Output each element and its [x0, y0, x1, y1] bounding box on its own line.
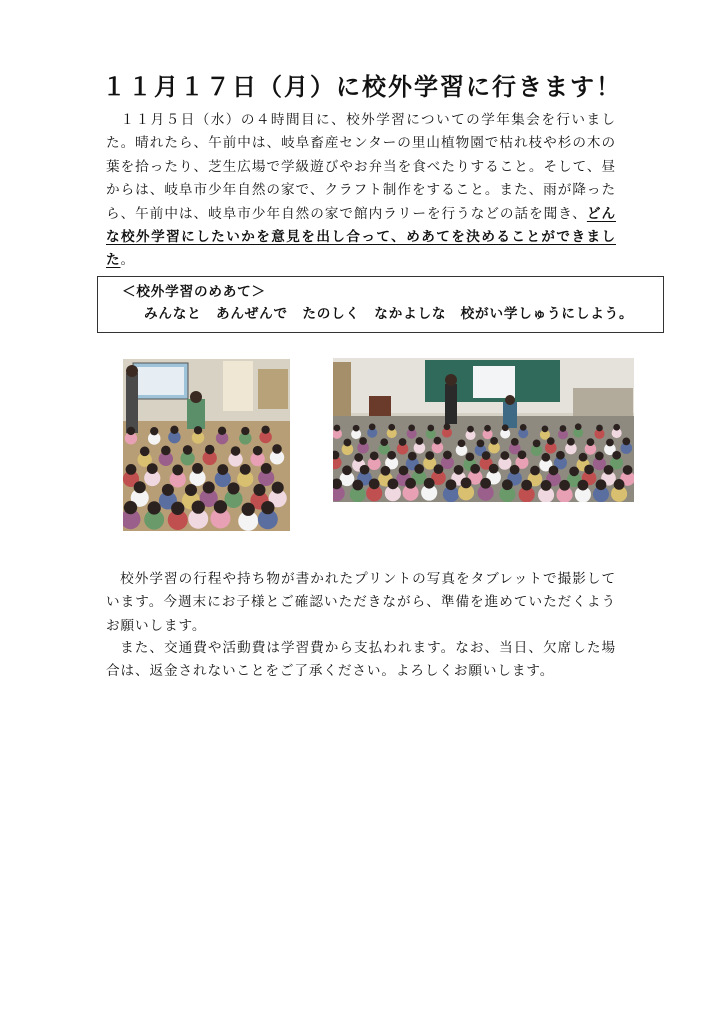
- goal-text: みんなと あんぜんで たのしく なかよしな 校がい学しゅうにしよう。: [144, 306, 634, 322]
- notice-paragraph-1: [106, 568, 616, 638]
- intro-text-end: 。: [120, 252, 135, 269]
- intro-emphasis: どんな校外学習にしたいかを意見を出し合って、めあてを決めることができました: [106, 205, 616, 269]
- page-title: １１月１７日（月）に校外学習に行きます！: [102, 73, 622, 101]
- notice-text-2: また、交通費や活動費は学習費から支払われます。なお、当日、欠席した場合は、返金されないことをご了承ください。よろしくお願いします。: [106, 640, 616, 680]
- intro-text: １１月５日（水）の４時間目に、校外学習についての学年集会を行いました。晴れたら、午前中は、岐阜畜産センターの里山植物園で枯れ枝や杉の木の葉を拾ったり、芝生広場で学級遊びやお弁当を食べたりすること。そして、昼からは、岐阜市少年自然の家で、クラフト制作をすること。また、雨が降ったら、午前中は、岐阜市少年自然の家で館内ラリーを行うなどの話を聞き、: [106, 112, 617, 222]
- notice-paragraph-2: [106, 637, 616, 684]
- notice-text-1: 校外学習の行程や持ち物が書かれたプリントの写真をタブレットで撮影しています。今週末にお子様とご確認いただきながら、準備を進めていただくようお願いします。: [106, 571, 616, 634]
- assembly-photo-left: [123, 359, 290, 531]
- goal-box: [97, 276, 664, 333]
- goal-heading: ＜校外学習のめあて＞: [122, 284, 266, 300]
- assembly-photo-right: [333, 358, 634, 502]
- intro-paragraph: [106, 109, 616, 273]
